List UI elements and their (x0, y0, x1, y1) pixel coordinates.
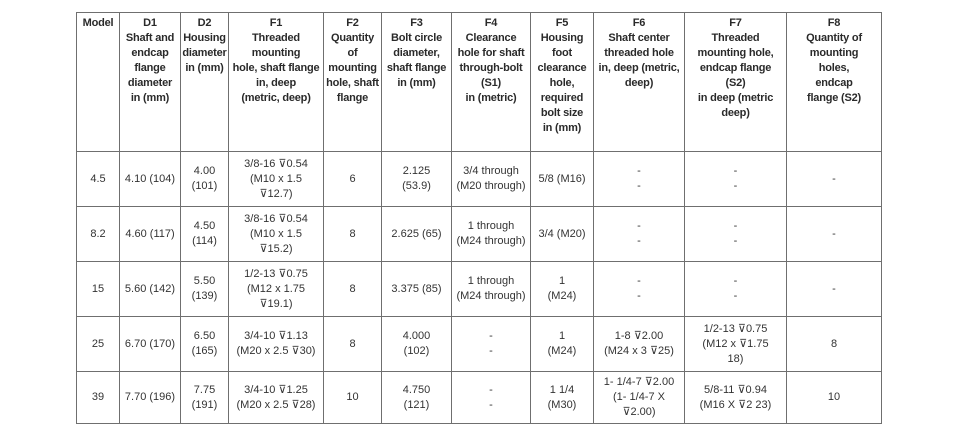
column-header-d1 (120, 13, 181, 152)
spec-table (76, 12, 882, 424)
cell-value: 6.50 (165) (191, 330, 218, 357)
column-header-description: Quantity of mounting holes, endcap flange (S2) (806, 32, 862, 104)
cell-d2 (181, 262, 229, 317)
table-row (77, 372, 882, 424)
cell-f5 (531, 152, 594, 207)
column-header-f5 (531, 13, 594, 152)
cell-value: - (832, 227, 836, 240)
cell-value: 6.70 (170) (124, 337, 176, 350)
column-header-code: F3 (410, 17, 423, 29)
column-header-code: F7 (729, 17, 742, 29)
cell-value: - - (733, 275, 738, 302)
column-header-code: F4 (484, 17, 498, 29)
column-header-model (77, 13, 120, 152)
cell-f1 (229, 262, 324, 317)
cell-value: 3.375 (85) (391, 282, 442, 295)
cell-value: 1 1/4 (M30) (547, 383, 577, 411)
cell-value: - - (489, 330, 493, 357)
cell-d2 (181, 152, 229, 207)
cell-value: 1/2-13 ⊽0.75 (M12 x 1.75 ⊽19.1) (244, 267, 308, 310)
cell-f4 (452, 152, 531, 207)
cell-f4 (452, 262, 531, 317)
cell-model (77, 372, 120, 424)
cell-f5 (531, 317, 594, 372)
column-header-description: Shaft and endcap flange diameter in (mm) (125, 32, 175, 104)
column-header-description: Threaded mounting hole, endcap flange (S2) in deep (metric deep) (697, 32, 774, 119)
cell-value: - - (637, 275, 641, 302)
cell-d1 (120, 262, 181, 317)
cell-f6 (594, 317, 685, 372)
cell-f8 (787, 317, 882, 372)
table-row (77, 317, 882, 372)
cell-value: 6 (349, 172, 356, 185)
column-header-d2 (181, 13, 229, 152)
cell-value: 2.125 (53.9) (402, 165, 431, 192)
cell-d2 (181, 317, 229, 372)
cell-value: 1- 1/4-7 ⊽2.00 (1- 1/4-7 X ⊽2.00) (603, 376, 675, 418)
cell-value: 3/4 through (M20 through) (456, 165, 526, 192)
cell-d2 (181, 372, 229, 424)
cell-value: 4.750 (121) (402, 383, 431, 411)
column-header-code: D1 (143, 17, 157, 29)
cell-value: 1 through (M24 through) (456, 275, 526, 302)
cell-value: 8 (349, 282, 356, 295)
cell-d1 (120, 372, 181, 424)
cell-value: 4.10 (104) (124, 172, 176, 185)
cell-f7 (685, 262, 787, 317)
cell-f8 (787, 372, 882, 424)
cell-d1 (120, 317, 181, 372)
cell-model (77, 207, 120, 262)
cell-f2 (324, 152, 382, 207)
cell-value: 15 (91, 282, 105, 295)
cell-value: 8 (349, 337, 356, 350)
cell-value: 5/8 (M16) (538, 172, 586, 185)
cell-f5 (531, 262, 594, 317)
cell-value: - - (733, 220, 738, 247)
cell-f4 (452, 372, 531, 424)
column-header-description: Quantity of mounting hole, shaft flange (326, 32, 379, 104)
column-header-code: F2 (346, 17, 359, 29)
column-header-f4 (452, 13, 531, 152)
cell-value: - - (489, 383, 493, 411)
cell-value: 3/4-10 ⊽1.13 (M20 x 2.5 ⊽30) (236, 330, 316, 357)
cell-value: 10 (827, 391, 841, 403)
cell-f3 (382, 207, 452, 262)
table-body (77, 152, 882, 424)
column-header-description: Threaded mounting hole, shaft flange in, deep (metric, deep) (232, 32, 320, 104)
cell-f6 (594, 372, 685, 424)
column-header-code: Model (82, 17, 114, 29)
cell-value: 39 (91, 391, 105, 403)
cell-f6 (594, 207, 685, 262)
column-header-f1 (229, 13, 324, 152)
cell-d1 (120, 152, 181, 207)
cell-model (77, 152, 120, 207)
column-header-code: F5 (555, 17, 569, 29)
cell-value: 1/2-13 ⊽0.75 (M12 x ⊽1.75 18) (702, 322, 769, 365)
cell-f3 (382, 372, 452, 424)
table-row (77, 152, 882, 207)
cell-value: - - (637, 220, 641, 247)
cell-f8 (787, 152, 882, 207)
table-row (77, 207, 882, 262)
cell-f1 (229, 152, 324, 207)
column-header-code: F8 (827, 17, 841, 29)
cell-value: 1 (M24) (547, 275, 577, 302)
column-header-description: Housing foot clearance hole, required bolt size in (mm) (537, 32, 587, 134)
header-row (77, 13, 882, 152)
cell-f3 (382, 317, 452, 372)
column-header-f3 (382, 13, 452, 152)
cell-value: 2.625 (65) (391, 227, 442, 240)
column-header-description: Shaft center threaded hole in, deep (metric, deep) (598, 32, 680, 89)
cell-f1 (229, 317, 324, 372)
cell-f7 (685, 152, 787, 207)
column-header-code: F6 (632, 17, 646, 29)
cell-f6 (594, 152, 685, 207)
cell-value: 1 through (M24 through) (456, 220, 526, 247)
cell-value: - (832, 172, 836, 185)
cell-value: 1-8 ⊽2.00 (M24 x 3 ⊽25) (604, 330, 674, 357)
cell-value: 8 (349, 227, 356, 240)
column-header-f6 (594, 13, 685, 152)
cell-f7 (685, 207, 787, 262)
cell-value: - (832, 282, 836, 295)
cell-value: 7.75 (191) (191, 383, 218, 411)
column-header-code: D2 (197, 17, 212, 29)
cell-value: 4.50 (114) (192, 220, 217, 247)
cell-value: 3/4-10 ⊽1.25 (M20 x 2.5 ⊽28) (236, 383, 316, 411)
cell-value: 8.2 (90, 227, 106, 240)
cell-value: 10 (346, 391, 359, 403)
column-header-f8 (787, 13, 882, 152)
cell-value: - - (637, 165, 641, 192)
cell-f1 (229, 372, 324, 424)
cell-f8 (787, 207, 882, 262)
cell-model (77, 317, 120, 372)
cell-value: 1 (M24) (547, 330, 577, 357)
cell-f3 (382, 152, 452, 207)
cell-f1 (229, 207, 324, 262)
cell-value: 3/4 (M20) (538, 227, 586, 240)
column-header-code: F1 (269, 17, 283, 29)
column-header-description: Housing diameter in (mm) (182, 32, 227, 74)
column-header-f7 (685, 13, 787, 152)
cell-value: 4.000 (102) (402, 330, 431, 357)
cell-value: 7.70 (196) (124, 391, 176, 403)
cell-value: 25 (91, 337, 105, 350)
cell-f2 (324, 262, 382, 317)
cell-value: - - (733, 165, 738, 192)
cell-f5 (531, 207, 594, 262)
cell-f7 (685, 372, 787, 424)
cell-f5 (531, 372, 594, 424)
cell-f2 (324, 207, 382, 262)
cell-value: 8 (830, 337, 838, 350)
cell-f4 (452, 207, 531, 262)
cell-value: 4.60 (117) (125, 227, 175, 240)
cell-value: 5/8-11 ⊽0.94 (M16 X ⊽2 23) (699, 383, 772, 411)
cell-d2 (181, 207, 229, 262)
cell-f7 (685, 317, 787, 372)
cell-value: 5.60 (142) (124, 282, 176, 295)
column-header-description: Bolt circle diameter, shaft flange in (mm) (386, 32, 447, 89)
cell-f2 (324, 372, 382, 424)
cell-model (77, 262, 120, 317)
cell-d1 (120, 207, 181, 262)
cell-f4 (452, 317, 531, 372)
table-row (77, 262, 882, 317)
cell-f2 (324, 317, 382, 372)
cell-value: 3/8-16 ⊽0.54 (M10 x 1.5 ⊽15.2) (244, 212, 308, 255)
cell-value: 5.50 (139) (191, 275, 218, 302)
column-header-description: Clearance hole for shaft through-bolt (S1) in (metric) (457, 32, 525, 104)
cell-f3 (382, 262, 452, 317)
column-header-f2 (324, 13, 382, 152)
cell-value: 3/8-16 ⊽0.54 (M10 x 1.5 ⊽12.7) (244, 157, 308, 200)
cell-f6 (594, 262, 685, 317)
cell-value: 4.00 (101) (191, 165, 218, 192)
cell-f8 (787, 262, 882, 317)
cell-value: 4.5 (90, 172, 106, 185)
